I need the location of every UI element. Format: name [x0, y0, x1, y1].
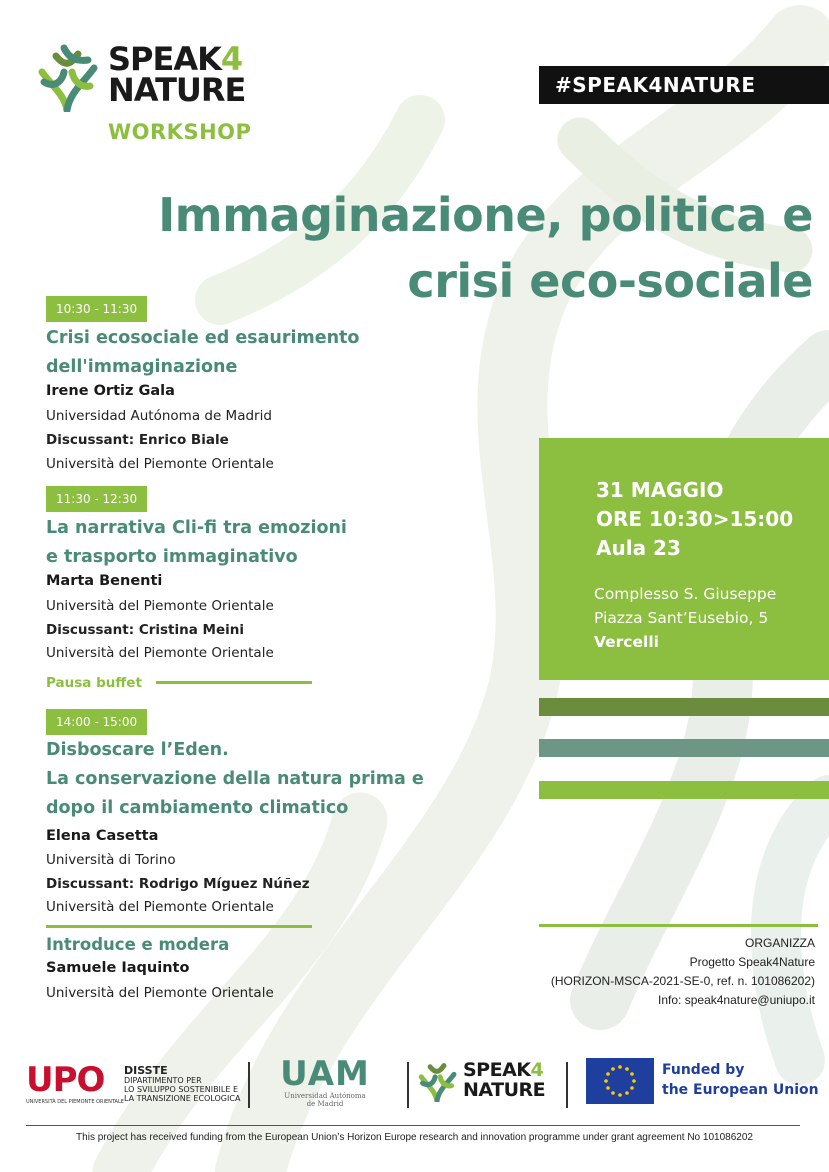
decorative-bar [539, 781, 829, 799]
funding-note: This project has received funding from the European Union’s Horizon Europe research and innovation programme under grant agreement No 101086202 [76, 1132, 753, 1143]
speaker-affiliation: Università del Piemonte Orientale [46, 598, 274, 614]
upo-logo: UPO UNIVERSITÀ DEL PIEMONTE ORIENTALE [26, 1060, 124, 1105]
session-title: Disboscare l’Eden. La conservazione della natura prima e dopo il cambiamento climatico [46, 740, 424, 818]
speak4nature-tree-icon [34, 42, 100, 112]
moderator-divider [46, 925, 312, 928]
speak4nature-tree-icon [416, 1058, 458, 1102]
disste-logo: DISSTE DIPARTIMENTO PER LO SVILUPPO SOSTENIBILE E LA TRANSIZIONE ECOLOGICA [124, 1064, 241, 1103]
organizer-block: ORGANIZZA Progetto Speak4Nature (HORIZON-MSCA-2021-SE-0, ref. n. 101086202) Info: speak4nature@uniupo.it [550, 936, 815, 1007]
organizer-divider [539, 924, 818, 927]
discussant-affiliation: Università del Piemonte Orientale [46, 456, 274, 472]
moderator-affiliation: Università del Piemonte Orientale [46, 985, 274, 1001]
footer-divider [26, 1125, 800, 1126]
eu-flag-icon [586, 1058, 654, 1104]
decorative-bar [539, 739, 829, 757]
session-speaker: Marta Benenti [46, 573, 163, 589]
session-discussant: Discussant: Enrico Biale [46, 432, 229, 448]
pause-label: Pausa buffet [46, 675, 142, 691]
eu-funding-label: Funded by the European Union [662, 1062, 819, 1098]
session-time-badge: 14:00 - 15:00 [46, 709, 147, 735]
decorative-bar [539, 698, 829, 716]
speaker-affiliation: Universidad Autónoma de Madrid [46, 408, 272, 424]
speak4nature-logo-text: SPEAK4 NATURE [463, 1059, 546, 1101]
logo-separator [248, 1062, 250, 1108]
discussant-affiliation: Università del Piemonte Orientale [46, 899, 274, 915]
session-time-badge: 10:30 - 11:30 [46, 296, 147, 322]
session-title: La narrativa Cli-fi tra emozioni e trasporto immaginativo [46, 518, 347, 567]
session-speaker: Irene Ortiz Gala [46, 383, 175, 399]
session-speaker: Elena Casetta [46, 828, 159, 844]
moderator-name: Samuele Iaquinto [46, 960, 190, 976]
session-discussant: Discussant: Rodrigo Míguez Núñez [46, 876, 310, 892]
pause-divider [156, 681, 312, 684]
session-discussant: Discussant: Cristina Meini [46, 622, 245, 638]
hashtag-banner: #SPEAK4NATURE [539, 66, 829, 104]
event-datetime: 31 MAGGIO ORE 10:30>15:00 Aula 23 [596, 478, 794, 560]
page-title: Immaginazione, politica e crisi eco-sociale [158, 188, 813, 308]
speaker-affiliation: Università di Torino [46, 852, 176, 868]
workshop-label: WORKSHOP [108, 120, 252, 144]
discussant-affiliation: Università del Piemonte Orientale [46, 645, 274, 661]
logo-separator [407, 1062, 409, 1108]
logo-separator [566, 1062, 568, 1108]
session-title: Crisi ecosociale ed esaurimento dell'immaginazione [46, 328, 360, 377]
moderator-label: Introduce e modera [46, 935, 230, 954]
brand-logo-text: SPEAK4 NATURE [108, 40, 246, 109]
event-venue: Complesso S. Giuseppe Piazza Sant’Eusebio, 5 Vercelli [594, 585, 777, 651]
session-time-badge: 11:30 - 12:30 [46, 486, 147, 512]
uam-logo: UAM Universidad Autónoma de Madrid [280, 1054, 370, 1108]
